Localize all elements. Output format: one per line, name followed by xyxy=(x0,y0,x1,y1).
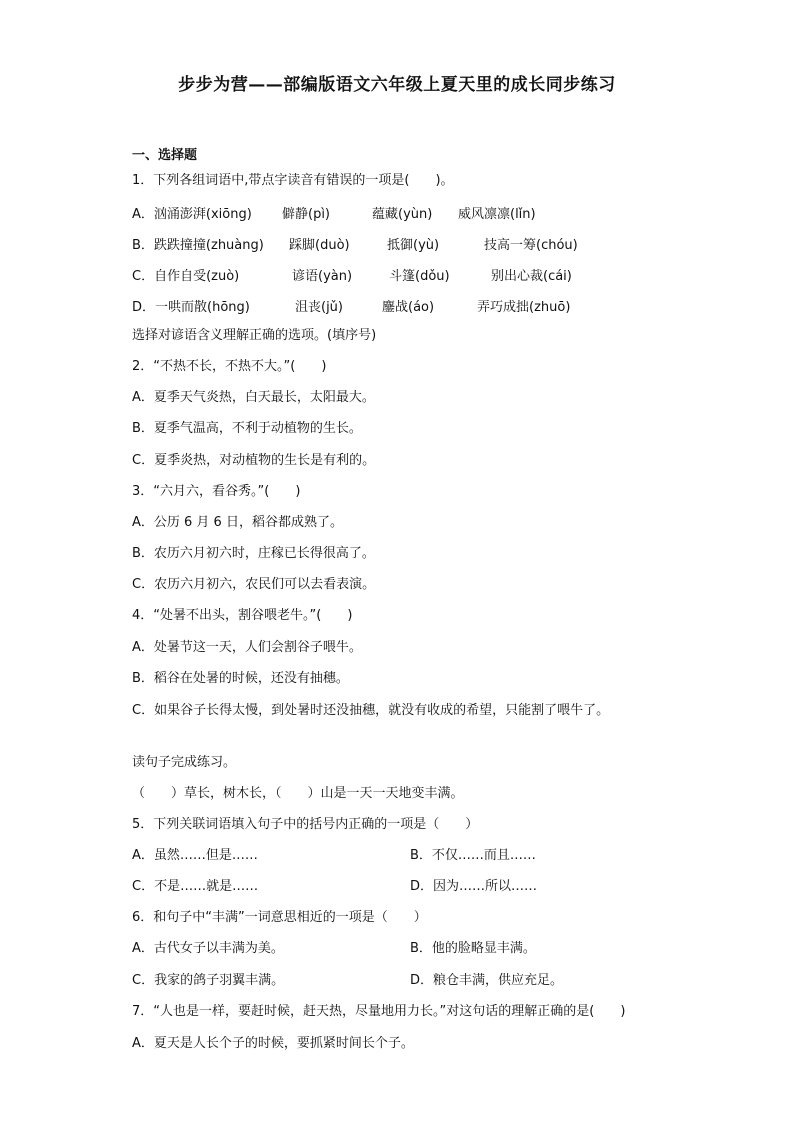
question-2-stem: 2．“不热不长，不热不大。”( ) xyxy=(132,359,327,374)
question-4-option-a: A．处暑节这一天，人们会割谷子喂牛。 xyxy=(132,640,362,655)
question-2-option-b: B．夏季气温高，不利于动植物的生长。 xyxy=(132,421,362,436)
question-3-option-b: B．农历六月初六时，庄稼已长得很高了。 xyxy=(132,546,375,561)
option-d-word-2: 沮丧(jǔ) xyxy=(295,300,343,315)
question-1-stem: 1．下列各组词语中,带点字读音有错误的一项是( )。 xyxy=(132,173,454,188)
question-6-stem: 6．和句子中“丰满”一词意思相近的一项是（ ） xyxy=(132,910,427,925)
question-5-option-d: D．因为……所以…… xyxy=(410,879,538,894)
option-c-word-2: 谚语(yàn) xyxy=(292,269,353,284)
instruction-text: 读句子完成练习。 xyxy=(132,755,237,770)
page-title: 步步为营——部编版语文六年级上夏天里的成长同步练习 xyxy=(178,75,616,95)
question-6-option-d: D．粮仓丰满，供应充足。 xyxy=(410,973,564,988)
option-c-word-3: 斗篷(dǒu) xyxy=(389,269,450,284)
option-b-word-2: 踩脚(duò) xyxy=(289,238,350,253)
option-c-word-4: 别出心裁(cái) xyxy=(491,269,572,284)
question-4-stem: 4．“处暑不出头，割谷喂老牛。”( ) xyxy=(132,608,353,623)
question-6-option-c: C．我家的鸽子羽翼丰满。 xyxy=(132,973,285,988)
question-5-stem: 5．下列关联词语填入句子中的括号内正确的一项是（ ） xyxy=(132,817,479,832)
question-3-stem: 3．“六月六，看谷秀。”( ) xyxy=(132,484,301,499)
question-3-option-c: C．农历六月初六，农民们可以去看表演。 xyxy=(132,577,376,592)
option-d-word-1: D．一哄而散(hōng) xyxy=(132,300,250,315)
question-5-option-b: B．不仅……而且…… xyxy=(410,848,536,863)
question-7-stem: 7．“人也是一样，要赶时候，赶天热，尽量地用力长。”对这句话的理解正确的是( ) xyxy=(132,1004,626,1019)
option-d-word-3: 鏖战(áo) xyxy=(382,300,435,315)
option-b-word-4: 技高一筹(chóu) xyxy=(484,238,578,253)
question-2-option-a: A．夏季天气炎热，白天最长，太阳最大。 xyxy=(132,390,375,405)
option-b-word-1: B．跌跌撞撞(zhuàng) xyxy=(132,238,264,253)
option-a-word-3: 蕴藏(yùn) xyxy=(372,207,433,222)
question-6-option-b: B．他的脸略显丰满。 xyxy=(410,941,536,956)
section-heading: 一、选择题 xyxy=(132,148,198,163)
option-a-word-1: A．汹涌澎湃(xiōng) xyxy=(132,207,252,222)
question-7-option-a: A．夏天是人长个子的时候，要抓紧时间长个子。 xyxy=(132,1036,414,1051)
option-a-word-2: 僻静(pì) xyxy=(282,207,331,222)
option-c-word-1: C．自作自受(zuò) xyxy=(132,269,240,284)
option-d-word-4: 弄巧成拙(zhuō) xyxy=(477,300,571,315)
question-5-option-c: C．不是……就是…… xyxy=(132,879,259,894)
question-2-option-c: C．夏季炎热，对动植物的生长是有利的。 xyxy=(132,453,376,468)
passage-sentence: （ ）草长，树木长，（ ）山是一天一天地变丰满。 xyxy=(132,786,464,801)
question-4-option-b: B．稻谷在处暑的时候，还没有抽穗。 xyxy=(132,671,349,686)
option-a-word-4: 威风凛凛(lǐn) xyxy=(458,207,536,222)
question-4-option-c: C．如果谷子长得太慢，到处暑时还没抽穗，就没有收成的希望，只能割了喂牛了。 xyxy=(132,703,610,718)
question-3-option-a: A．公历 6 月 6 日，稻谷都成熟了。 xyxy=(132,515,343,530)
question-5-option-a: A．虽然……但是…… xyxy=(132,848,258,863)
question-6-option-a: A．古代女子以丰满为美。 xyxy=(132,941,284,956)
option-b-word-3: 抵御(yù) xyxy=(387,238,440,253)
instruction-text: 选择对谚语含义理解正确的选项。(填序号) xyxy=(132,328,377,343)
